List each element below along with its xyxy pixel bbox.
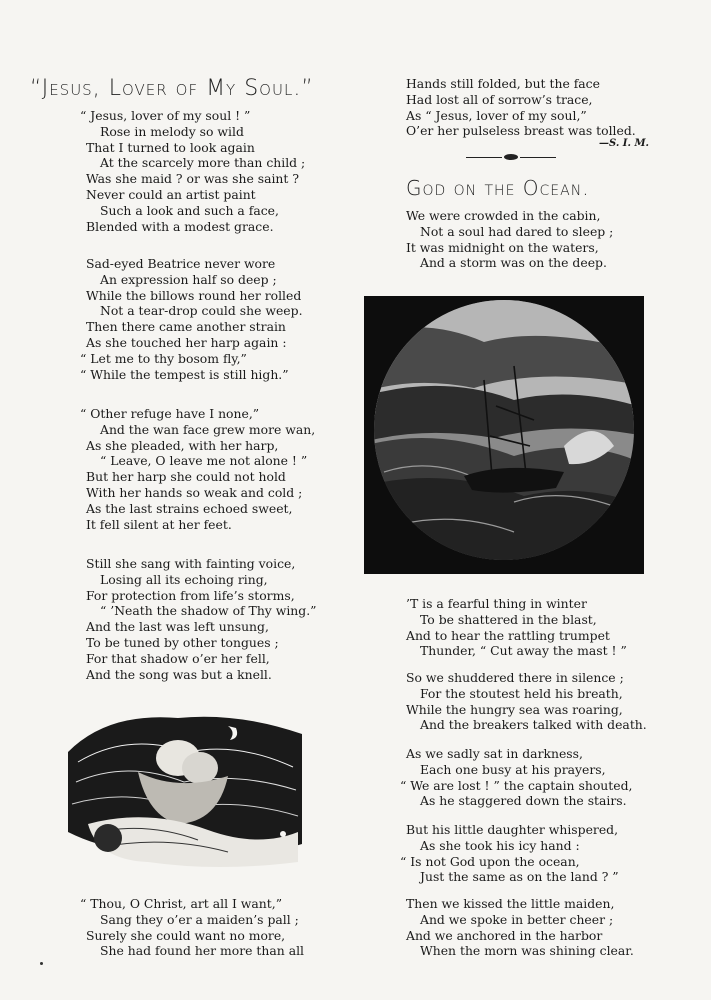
verse-line: Hands still folded, but the face [406,76,600,91]
verse-line: Blended with a modest grace. [86,218,274,234]
verse-line: For the stoutest held his breath, [420,685,623,701]
verse-line: And we anchored in the harbor [406,927,603,943]
verse-line: But her harp she could not hold [86,469,286,485]
verse-line: Sad-eyed Beatrice never wore [86,256,276,271]
poem1-stanza-1 [80,108,306,234]
verse-line: “ We are lost ! ” the captain shouted, [400,777,633,793]
verse-line: For protection from life’s storms, [86,587,295,603]
verse-line: As she pleaded, with her harp, [86,437,279,453]
verse-line: Then we kissed the little maiden, [406,896,615,911]
verse-line: It fell silent at her feet. [86,516,232,532]
poem1-stanza-3 [80,406,316,532]
verse-line: “ While the tempest is still high.” [80,366,289,382]
verse-line: And the last was left unsung, [86,619,269,635]
storm-ship-illustration [364,296,644,574]
verse-line: And we spoke in better cheer ; [420,911,614,927]
poem2-title: God on the Ocean. [406,176,590,200]
verse-line: “ Let me to thy bosom fly,” [80,350,247,366]
poem2-stanza-5 [400,822,619,885]
verse-line: She had found her more than all [100,943,305,959]
verse-line: As she took his icy hand : [420,837,580,853]
poem1-signature: —S. I. M. [598,138,649,149]
verse-line: Each one busy at his prayers, [420,761,606,777]
verse-line: Rose in melody so wild [100,123,244,139]
poem2-stanza-6 [406,896,634,959]
verse-line: Had lost all of sorrow’s trace, [406,91,593,107]
verse-line: As we sadly sat in darkness, [406,746,583,761]
verse-line: And a storm was on the deep. [420,255,607,271]
verse-line: While the billows round her rolled [86,287,302,303]
poem1-stanza-6 [406,76,636,139]
verse-line: Then there came another strain [86,319,286,335]
verse-line: Losing all its echoing ring, [100,571,268,587]
verse-line: “ Thou, O Christ, art all I want,” [80,896,283,911]
poem2-stanza-2 [406,596,627,659]
verse-line: And the wan face grew more wan, [100,421,316,437]
poem1-stanza-2 [80,256,303,382]
verse-line: “ Is not God upon the ocean, [400,853,580,869]
verse-line: That I turned to look again [86,139,255,155]
poem1-stanza-5 [80,896,305,959]
verse-line: An expression half so deep ; [100,271,277,287]
verse-line: To be tuned by other tongues ; [86,634,279,650]
verse-line: Was she maid ? or was she saint ? [86,171,299,187]
verse-line: To be shattered in the blast, [420,611,597,627]
ornamental-divider [466,156,556,159]
poem2-stanza-4 [400,746,633,809]
poem1-title: “Jesus, Lover of My Soul.” [30,76,314,101]
verse-line: “ Jesus, lover of my soul ! ” [80,108,251,123]
verse-line: When the morn was shining clear. [420,943,634,959]
verse-line: As he staggered down the stairs. [420,793,627,809]
verse-line: So we shuddered there in silence ; [406,670,624,685]
verse-line: Not a tear-drop could she weep. [100,303,303,319]
verse-line: Still she sang with fainting voice, [86,556,296,571]
verse-line: While the hungry sea was roaring, [406,701,623,717]
poem2-stanza-1 [406,208,613,271]
verse-line: ’T is a fearful thing in winter [406,596,587,611]
verse-line: Just the same as on the land ? ” [420,869,619,885]
ink-speck [40,962,43,965]
verse-line: Never could an artist paint [86,186,256,202]
verse-line: Sang they o’er a maiden’s pall ; [100,911,299,927]
verse-line: “ Leave, O leave me not alone ! ” [100,453,308,469]
verse-line: O’er her pulseless breast was tolled. [406,123,636,139]
verse-line: At the scarcely more than child ; [100,155,306,171]
angel-embrace-illustration [68,712,302,872]
verse-line: We were crowded in the cabin, [406,208,601,223]
verse-line: As “ Jesus, lover of my soul,” [406,107,587,123]
verse-line: And the song was but a knell. [86,666,272,682]
verse-line: Not a soul had dared to sleep ; [420,223,614,239]
verse-line: Surely she could want no more, [86,927,286,943]
verse-line: It was midnight on the waters, [406,239,599,255]
verse-line: “ Other refuge have I none,” [80,406,260,421]
verse-line: Such a look and such a face, [100,202,279,218]
verse-line: With her hands so weak and cold ; [86,484,303,500]
verse-line: But his little daughter whispered, [406,822,619,837]
verse-line: And the breakers talked with death. [420,717,647,733]
verse-line: For that shadow o’er her fell, [86,650,270,666]
verse-line: “ ’Neath the shadow of Thy wing.” [100,603,317,619]
verse-line: As the last strains echoed sweet, [86,500,293,516]
verse-line: And to hear the rattling trumpet [406,627,610,643]
verse-line: Thunder, “ Cut away the mast ! ” [420,643,627,659]
verse-line: As she touched her harp again : [86,334,287,350]
poem2-stanza-3 [406,670,647,733]
poem1-stanza-4 [86,556,317,682]
